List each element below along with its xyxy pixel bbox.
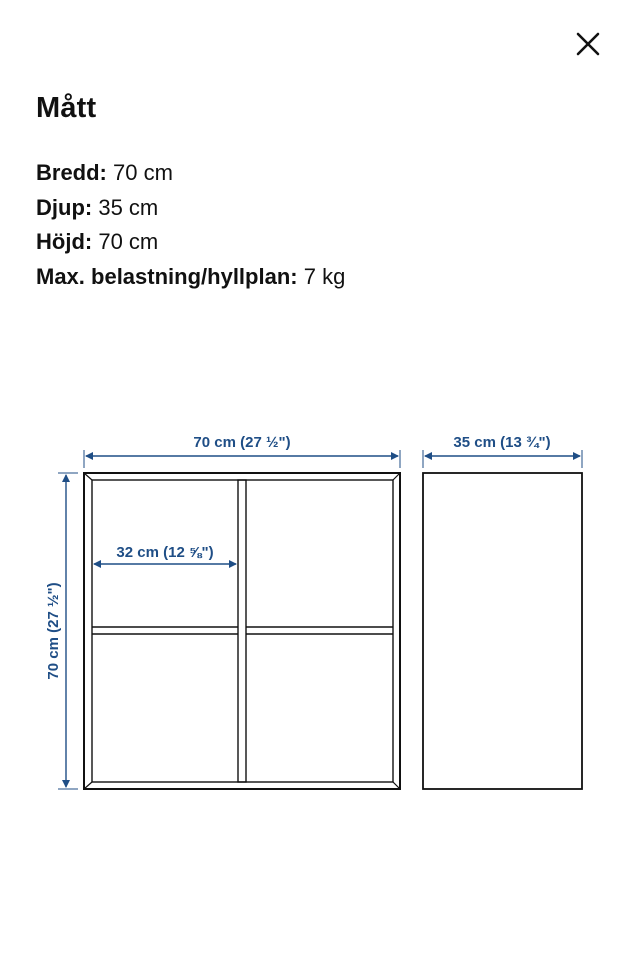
- spec-label: Bredd:: [36, 160, 107, 185]
- compartment-dimension: [94, 544, 236, 564]
- spec-label: Djup:: [36, 194, 93, 220]
- close-icon: [576, 32, 600, 56]
- compartment-label: 32 cm (12 ⅝"): [116, 544, 214, 561]
- dimension-diagram: [0, 400, 635, 820]
- close-button[interactable]: [566, 22, 610, 66]
- spec-label: Max. belastning/hyllplan:: [36, 263, 298, 289]
- depth-dimension: [423, 434, 582, 468]
- width-dimension: [84, 434, 400, 468]
- spec-value: 70 cm: [113, 160, 173, 185]
- spec-label: Höjd:: [36, 229, 93, 254]
- front-view: [84, 473, 400, 789]
- width-label: 70 cm (27 ½"): [193, 434, 291, 451]
- side-view: [423, 473, 582, 789]
- page-title: Mått: [36, 92, 97, 124]
- height-label: 70 cm (27 ½"): [45, 582, 62, 680]
- spec-depth: [36, 191, 345, 226]
- spec-max-load: [36, 260, 345, 295]
- spec-value: 7 kg: [303, 263, 346, 289]
- spec-height: [36, 225, 345, 260]
- spec-value: 35 cm: [98, 194, 159, 220]
- dimensions-list: [36, 156, 345, 294]
- spec-value: 70 cm: [98, 229, 159, 254]
- depth-label: 35 cm (13 ¾"): [453, 434, 551, 451]
- spec-width: [36, 156, 345, 191]
- height-dimension: [45, 473, 78, 789]
